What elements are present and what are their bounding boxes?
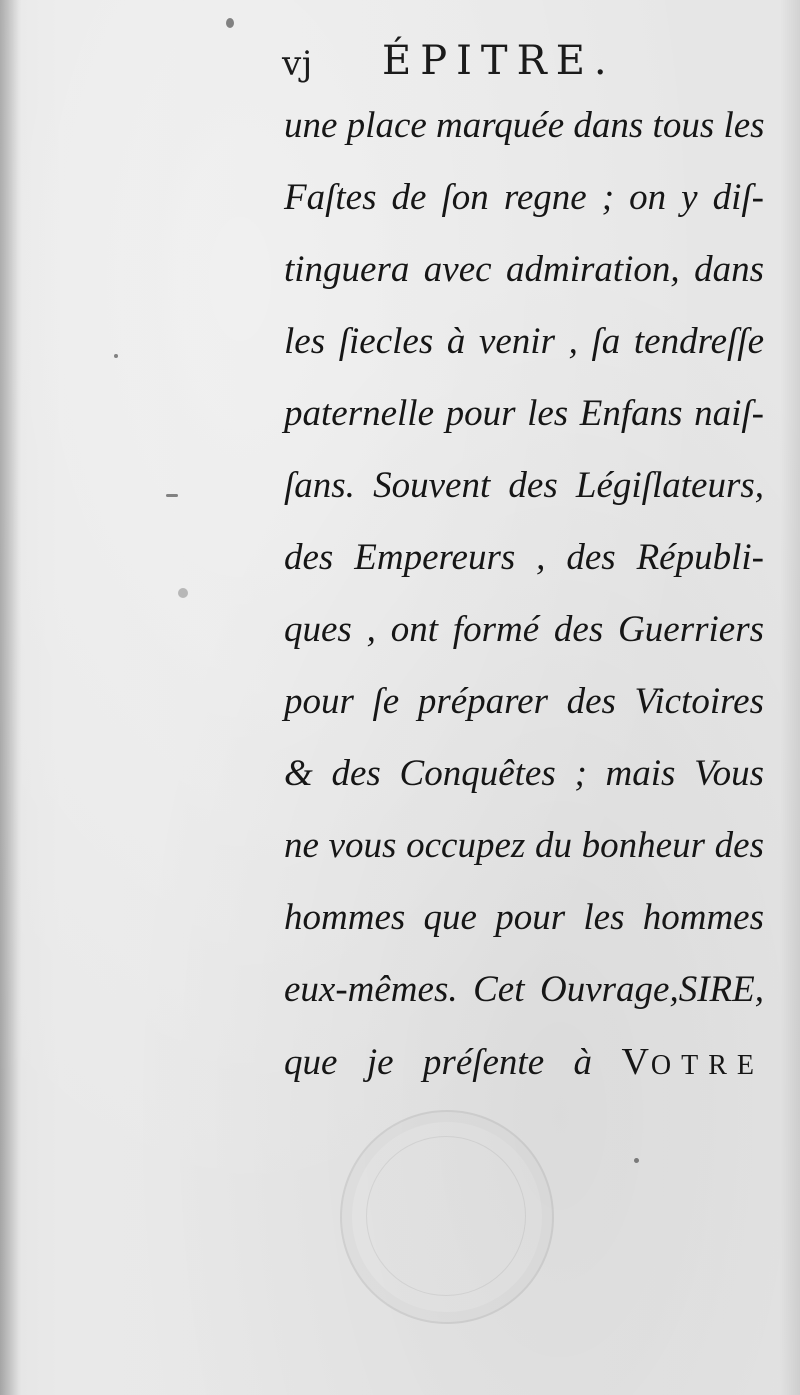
last-line-lead: que je préſente à — [284, 1042, 593, 1083]
votre-rest: OTRE — [650, 1050, 765, 1081]
ink-speck — [226, 18, 234, 28]
text-line: tinguera avec admiration, dans — [284, 249, 764, 290]
ink-speck — [114, 354, 118, 358]
text-line: ſans. Souvent des Légiſlateurs, — [284, 465, 764, 506]
text-line: eux-mêmes. Cet Ouvrage,SIRE, — [284, 969, 764, 1010]
text-line: & des Conquêtes ; mais Vous — [284, 753, 764, 794]
text-line: pour ſe préparer des Victoires — [284, 681, 764, 722]
ink-speck — [178, 588, 188, 598]
running-title: ÉPITRE. — [382, 38, 616, 84]
text-line: paternelle pour les Enfans naiſ- — [284, 393, 764, 434]
page-header — [282, 38, 762, 94]
ink-speck — [166, 494, 178, 497]
page-number: vj — [282, 44, 313, 84]
text-line-last — [284, 1026, 764, 1098]
faded-library-stamp — [340, 1110, 554, 1324]
text-line: une place marquée dans tous les — [284, 105, 765, 146]
ink-speck — [634, 1158, 639, 1163]
text-line: ne vous occupez du bonheur des — [284, 825, 764, 866]
text-line: les ſiecles à venir , ſa tendreſſe — [284, 321, 764, 362]
votre-initial: V — [621, 1041, 651, 1083]
text-line: hommes que pour les hommes — [284, 897, 764, 938]
text-line: Faſtes de ſon regne ; on y diſ- — [284, 177, 764, 218]
body-text — [284, 90, 764, 1098]
text-line: ques , ont formé des Guerriers — [284, 609, 764, 650]
gutter-shadow — [0, 0, 22, 1395]
text-line: des Empereurs , des Républi- — [284, 537, 764, 578]
